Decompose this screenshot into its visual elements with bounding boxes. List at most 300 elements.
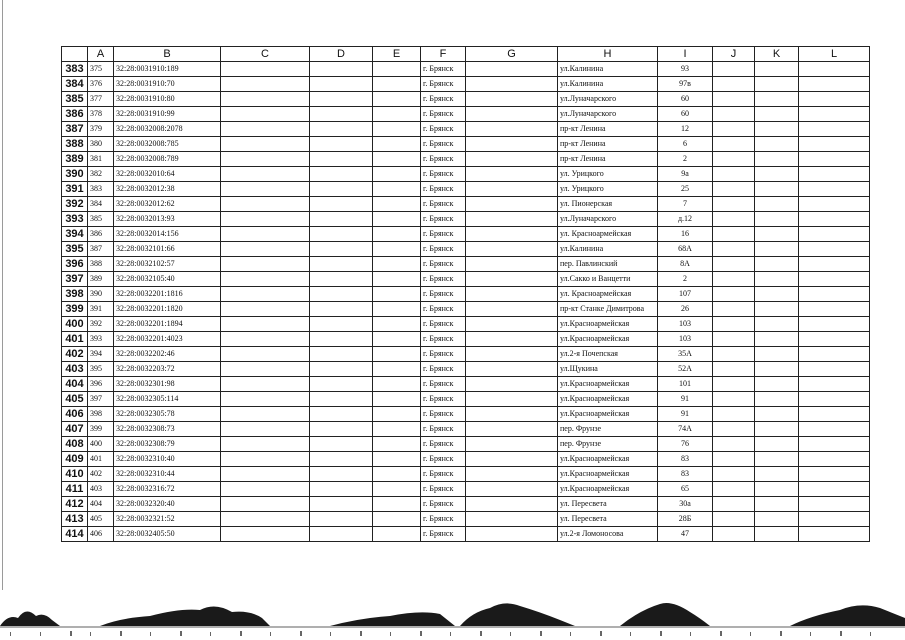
cell-d <box>310 452 373 467</box>
cell-f: г. Брянск <box>421 392 466 407</box>
row-number: 386 <box>62 107 88 122</box>
cell-k <box>755 137 799 152</box>
cell-i: 107 <box>658 287 713 302</box>
cell-f: г. Брянск <box>421 77 466 92</box>
row-number: 387 <box>62 122 88 137</box>
row-number: 398 <box>62 287 88 302</box>
cell-c <box>221 422 310 437</box>
cell-b: 32:28:0032201:1816 <box>114 287 221 302</box>
cell-c <box>221 257 310 272</box>
cell-e <box>373 482 421 497</box>
cell-e <box>373 167 421 182</box>
table-row <box>62 197 870 212</box>
cell-d <box>310 62 373 77</box>
cell-b: 32:28:0032012:62 <box>114 197 221 212</box>
column-header-a: A <box>88 47 114 62</box>
cell-l <box>799 152 870 167</box>
cell-d <box>310 347 373 362</box>
cell-e <box>373 302 421 317</box>
cell-g <box>466 137 558 152</box>
table-body <box>62 62 870 542</box>
cell-i: 9а <box>658 167 713 182</box>
cell-d <box>310 317 373 332</box>
cell-h: ул.Луначарского <box>558 107 658 122</box>
cell-d <box>310 512 373 527</box>
row-number: 390 <box>62 167 88 182</box>
cell-j <box>713 287 755 302</box>
cell-k <box>755 317 799 332</box>
cell-a: 403 <box>88 482 114 497</box>
spreadsheet-table <box>61 46 870 542</box>
cell-h: ул. Красноармейская <box>558 227 658 242</box>
cell-c <box>221 497 310 512</box>
cell-b: 32:28:0032101:66 <box>114 242 221 257</box>
cell-i: 25 <box>658 182 713 197</box>
cell-k <box>755 377 799 392</box>
cell-c <box>221 392 310 407</box>
cell-l <box>799 257 870 272</box>
cell-b: 32:28:0032202:46 <box>114 347 221 362</box>
table-row <box>62 392 870 407</box>
cell-i: 16 <box>658 227 713 242</box>
cell-a: 390 <box>88 287 114 302</box>
cell-f: г. Брянск <box>421 137 466 152</box>
cell-f: г. Брянск <box>421 152 466 167</box>
table-row <box>62 512 870 527</box>
cell-h: пр-кт Ленина <box>558 152 658 167</box>
cell-e <box>373 467 421 482</box>
cell-g <box>466 272 558 287</box>
cell-e <box>373 197 421 212</box>
cell-d <box>310 422 373 437</box>
cell-f: г. Брянск <box>421 317 466 332</box>
table-row <box>62 92 870 107</box>
cell-l <box>799 407 870 422</box>
cell-d <box>310 152 373 167</box>
row-number: 394 <box>62 227 88 242</box>
row-number: 401 <box>62 332 88 347</box>
cell-e <box>373 347 421 362</box>
cell-c <box>221 152 310 167</box>
cell-k <box>755 332 799 347</box>
cell-i: 2 <box>658 152 713 167</box>
cell-a: 397 <box>88 392 114 407</box>
cell-c <box>221 137 310 152</box>
cell-c <box>221 437 310 452</box>
cell-i: 60 <box>658 92 713 107</box>
cell-a: 380 <box>88 137 114 152</box>
cell-b: 32:28:0032301:98 <box>114 377 221 392</box>
cell-d <box>310 482 373 497</box>
column-header-i: I <box>658 47 713 62</box>
cell-b: 32:28:0032305:78 <box>114 407 221 422</box>
table-row <box>62 452 870 467</box>
cell-d <box>310 332 373 347</box>
cell-k <box>755 347 799 362</box>
table-row <box>62 152 870 167</box>
cell-a: 393 <box>88 332 114 347</box>
cell-l <box>799 437 870 452</box>
cell-a: 389 <box>88 272 114 287</box>
cell-l <box>799 467 870 482</box>
table-row <box>62 317 870 332</box>
cell-i: 101 <box>658 377 713 392</box>
cell-l <box>799 212 870 227</box>
row-number: 406 <box>62 407 88 422</box>
cell-b: 32:28:0031910:80 <box>114 92 221 107</box>
cell-c <box>221 182 310 197</box>
cell-j <box>713 137 755 152</box>
cell-g <box>466 287 558 302</box>
cell-c <box>221 362 310 377</box>
cell-k <box>755 257 799 272</box>
cell-h: ул. Красноармейская <box>558 287 658 302</box>
row-number: 407 <box>62 422 88 437</box>
cell-g <box>466 362 558 377</box>
cell-i: 74А <box>658 422 713 437</box>
cell-f: г. Брянск <box>421 467 466 482</box>
cell-g <box>466 302 558 317</box>
cell-h: ул.Сакко и Ванцетти <box>558 272 658 287</box>
cell-j <box>713 482 755 497</box>
cell-g <box>466 182 558 197</box>
cell-i: 52А <box>658 362 713 377</box>
cell-h: ул.Луначарского <box>558 92 658 107</box>
cell-f: г. Брянск <box>421 482 466 497</box>
cell-l <box>799 167 870 182</box>
cell-b: 32:28:0032014:156 <box>114 227 221 242</box>
cell-d <box>310 77 373 92</box>
cell-k <box>755 107 799 122</box>
cell-j <box>713 182 755 197</box>
cell-f: г. Брянск <box>421 272 466 287</box>
cell-h: пр-кт Ленина <box>558 122 658 137</box>
cell-h: ул.2-я Ломоносова <box>558 527 658 542</box>
row-number: 397 <box>62 272 88 287</box>
cell-a: 391 <box>88 302 114 317</box>
cell-k <box>755 362 799 377</box>
cell-j <box>713 407 755 422</box>
row-number: 411 <box>62 482 88 497</box>
cell-c <box>221 377 310 392</box>
cell-a: 382 <box>88 167 114 182</box>
cell-b: 32:28:0032201:1820 <box>114 302 221 317</box>
cell-k <box>755 512 799 527</box>
table-row <box>62 482 870 497</box>
cell-d <box>310 467 373 482</box>
cell-h: ул.Красноармейская <box>558 482 658 497</box>
cell-c <box>221 347 310 362</box>
cell-f: г. Брянск <box>421 167 466 182</box>
cell-d <box>310 362 373 377</box>
cell-l <box>799 482 870 497</box>
cell-j <box>713 437 755 452</box>
cell-g <box>466 407 558 422</box>
column-header-k: K <box>755 47 799 62</box>
row-number: 404 <box>62 377 88 392</box>
cell-j <box>713 347 755 362</box>
table-row <box>62 362 870 377</box>
cell-k <box>755 167 799 182</box>
cell-h: пер. Павлинский <box>558 257 658 272</box>
cell-d <box>310 182 373 197</box>
cell-j <box>713 242 755 257</box>
cell-a: 387 <box>88 242 114 257</box>
cell-d <box>310 197 373 212</box>
cell-e <box>373 107 421 122</box>
cell-l <box>799 302 870 317</box>
cell-i: 91 <box>658 392 713 407</box>
cell-a: 386 <box>88 227 114 242</box>
cell-j <box>713 422 755 437</box>
cell-g <box>466 77 558 92</box>
cell-e <box>373 392 421 407</box>
table-row <box>62 332 870 347</box>
cell-f: г. Брянск <box>421 407 466 422</box>
cell-d <box>310 287 373 302</box>
scan-edge-line <box>2 0 3 590</box>
cell-a: 400 <box>88 437 114 452</box>
cell-l <box>799 242 870 257</box>
row-number: 391 <box>62 182 88 197</box>
cell-b: 32:28:0032008:2078 <box>114 122 221 137</box>
cell-c <box>221 512 310 527</box>
cell-f: г. Брянск <box>421 377 466 392</box>
cell-e <box>373 92 421 107</box>
cell-b: 32:28:0031910:70 <box>114 77 221 92</box>
cell-i: 47 <box>658 527 713 542</box>
table-row <box>62 407 870 422</box>
cell-h: пр-кт Станке Димитрова <box>558 302 658 317</box>
cell-j <box>713 512 755 527</box>
cell-h: ул. Пересвета <box>558 497 658 512</box>
table-row <box>62 212 870 227</box>
cell-i: 65 <box>658 482 713 497</box>
cell-a: 401 <box>88 452 114 467</box>
cell-i: 97в <box>658 77 713 92</box>
row-number: 395 <box>62 242 88 257</box>
cell-c <box>221 167 310 182</box>
cell-j <box>713 377 755 392</box>
cell-j <box>713 227 755 242</box>
cell-i: 30а <box>658 497 713 512</box>
cell-f: г. Брянск <box>421 287 466 302</box>
cell-l <box>799 332 870 347</box>
cell-g <box>466 437 558 452</box>
cell-e <box>373 122 421 137</box>
cell-a: 395 <box>88 362 114 377</box>
cell-l <box>799 317 870 332</box>
cell-j <box>713 92 755 107</box>
cell-i: 83 <box>658 467 713 482</box>
cell-d <box>310 437 373 452</box>
cell-k <box>755 287 799 302</box>
cell-j <box>713 77 755 92</box>
cell-c <box>221 452 310 467</box>
cell-f: г. Брянск <box>421 242 466 257</box>
cell-b: 32:28:0032310:44 <box>114 467 221 482</box>
cell-a: 398 <box>88 407 114 422</box>
cell-j <box>713 257 755 272</box>
cell-b: 32:28:0032102:57 <box>114 257 221 272</box>
cell-f: г. Брянск <box>421 212 466 227</box>
cell-b: 32:28:0032201:1894 <box>114 317 221 332</box>
column-header-row <box>62 47 870 62</box>
cell-g <box>466 62 558 77</box>
table-row <box>62 137 870 152</box>
cell-l <box>799 137 870 152</box>
cell-h: ул.Красноармейская <box>558 392 658 407</box>
cell-e <box>373 437 421 452</box>
cell-k <box>755 182 799 197</box>
cell-g <box>466 497 558 512</box>
row-number: 409 <box>62 452 88 467</box>
table-row <box>62 62 870 77</box>
cell-l <box>799 272 870 287</box>
cell-i: 35А <box>658 347 713 362</box>
cell-e <box>373 212 421 227</box>
cell-a: 378 <box>88 107 114 122</box>
cell-b: 32:28:0031910:99 <box>114 107 221 122</box>
cell-c <box>221 407 310 422</box>
cell-e <box>373 257 421 272</box>
cell-h: ул.Красноармейская <box>558 452 658 467</box>
cell-c <box>221 467 310 482</box>
cell-i: 68А <box>658 242 713 257</box>
scan-artifact-strip <box>0 596 905 640</box>
table-row <box>62 437 870 452</box>
cell-b: 32:28:0032308:79 <box>114 437 221 452</box>
table-row <box>62 527 870 542</box>
cell-l <box>799 422 870 437</box>
cell-f: г. Брянск <box>421 497 466 512</box>
cell-c <box>221 482 310 497</box>
cell-g <box>466 242 558 257</box>
cell-e <box>373 362 421 377</box>
cell-j <box>713 302 755 317</box>
cell-g <box>466 392 558 407</box>
table-row <box>62 182 870 197</box>
cell-i: 103 <box>658 332 713 347</box>
cell-c <box>221 107 310 122</box>
cell-j <box>713 362 755 377</box>
table-row <box>62 122 870 137</box>
cell-g <box>466 452 558 467</box>
cell-b: 32:28:0032008:785 <box>114 137 221 152</box>
cell-l <box>799 122 870 137</box>
corner-header <box>62 47 88 62</box>
column-header-g: G <box>466 47 558 62</box>
cell-i: 91 <box>658 407 713 422</box>
column-header-h: H <box>558 47 658 62</box>
cell-g <box>466 212 558 227</box>
cell-g <box>466 167 558 182</box>
cell-h: пер. Фрунзе <box>558 437 658 452</box>
cell-i: 2 <box>658 272 713 287</box>
row-number: 396 <box>62 257 88 272</box>
cell-f: г. Брянск <box>421 332 466 347</box>
cell-a: 385 <box>88 212 114 227</box>
column-header-d: D <box>310 47 373 62</box>
cell-k <box>755 227 799 242</box>
cell-g <box>466 332 558 347</box>
cell-b: 32:28:0032308:73 <box>114 422 221 437</box>
row-number: 412 <box>62 497 88 512</box>
cell-c <box>221 302 310 317</box>
cell-g <box>466 467 558 482</box>
cell-h: ул. Урицкого <box>558 182 658 197</box>
cell-h: ул.Калинина <box>558 242 658 257</box>
cell-f: г. Брянск <box>421 257 466 272</box>
cell-c <box>221 527 310 542</box>
cell-a: 383 <box>88 182 114 197</box>
cell-k <box>755 437 799 452</box>
cell-d <box>310 137 373 152</box>
cell-l <box>799 512 870 527</box>
cell-c <box>221 62 310 77</box>
cell-i: 83 <box>658 452 713 467</box>
cell-a: 399 <box>88 422 114 437</box>
cell-d <box>310 122 373 137</box>
cell-j <box>713 317 755 332</box>
cell-b: 32:28:0032010:64 <box>114 167 221 182</box>
cell-b: 32:28:0032405:50 <box>114 527 221 542</box>
cell-b: 32:28:0032105:40 <box>114 272 221 287</box>
cell-g <box>466 527 558 542</box>
cell-a: 406 <box>88 527 114 542</box>
cell-e <box>373 62 421 77</box>
row-number: 388 <box>62 137 88 152</box>
cell-f: г. Брянск <box>421 512 466 527</box>
cell-l <box>799 92 870 107</box>
cell-e <box>373 182 421 197</box>
cell-f: г. Брянск <box>421 182 466 197</box>
cell-g <box>466 257 558 272</box>
table-row <box>62 77 870 92</box>
cell-a: 392 <box>88 317 114 332</box>
cell-d <box>310 497 373 512</box>
cell-b: 32:28:0032310:40 <box>114 452 221 467</box>
cell-b: 32:28:0031910:189 <box>114 62 221 77</box>
cell-g <box>466 377 558 392</box>
cell-c <box>221 242 310 257</box>
cell-k <box>755 152 799 167</box>
cell-e <box>373 317 421 332</box>
cell-e <box>373 287 421 302</box>
cell-l <box>799 392 870 407</box>
cell-h: ул.Красноармейская <box>558 407 658 422</box>
cell-j <box>713 272 755 287</box>
cell-a: 384 <box>88 197 114 212</box>
cell-k <box>755 122 799 137</box>
cell-h: ул.Луначарского <box>558 212 658 227</box>
cell-i: 60 <box>658 107 713 122</box>
cell-e <box>373 422 421 437</box>
row-number: 400 <box>62 317 88 332</box>
cell-e <box>373 407 421 422</box>
cell-l <box>799 347 870 362</box>
cell-d <box>310 257 373 272</box>
cell-d <box>310 107 373 122</box>
row-number: 385 <box>62 92 88 107</box>
cell-b: 32:28:0032203:72 <box>114 362 221 377</box>
cell-a: 379 <box>88 122 114 137</box>
cell-k <box>755 497 799 512</box>
row-number: 399 <box>62 302 88 317</box>
cell-a: 405 <box>88 512 114 527</box>
row-number: 414 <box>62 527 88 542</box>
table-row <box>62 467 870 482</box>
